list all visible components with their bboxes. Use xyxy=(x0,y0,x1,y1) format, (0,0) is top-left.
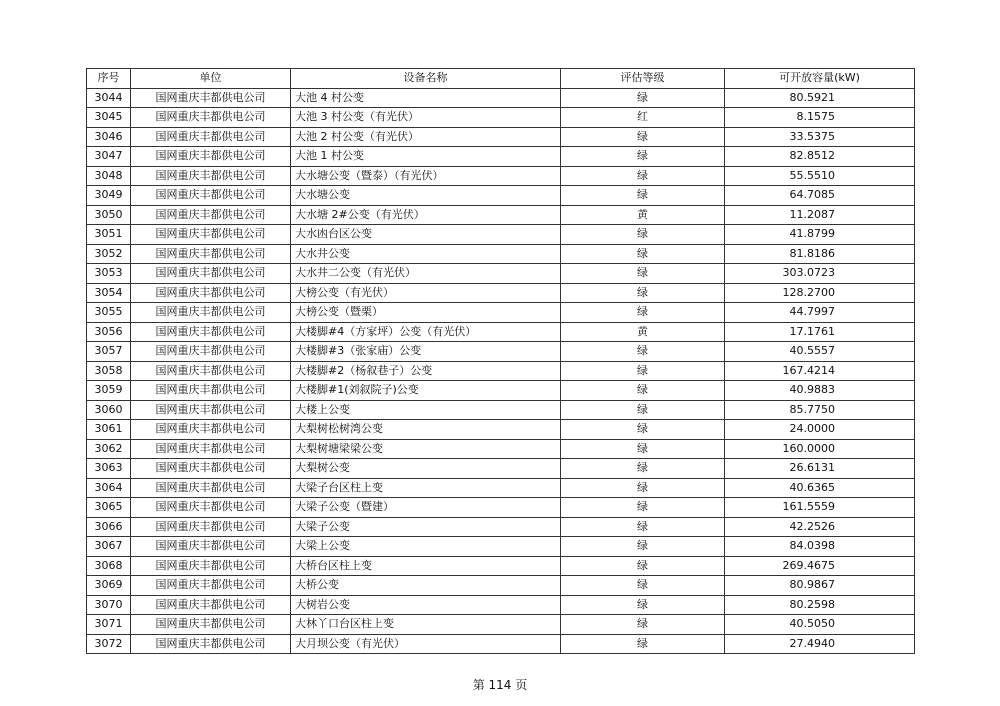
cell-device-name: 大楼脚#1(刘叙院子)公变 xyxy=(291,381,561,401)
cell-device-name: 大楼脚#3（张家庙）公变 xyxy=(291,342,561,362)
cell-rating: 绿 xyxy=(561,127,725,147)
table-row xyxy=(87,576,915,596)
cell-rating: 绿 xyxy=(561,478,725,498)
table-row xyxy=(87,166,915,186)
cell-capacity: 84.0398 xyxy=(725,537,915,557)
cell-device-name: 大榜公变（暨栗） xyxy=(291,303,561,323)
cell-capacity: 160.0000 xyxy=(725,439,915,459)
cell-device-name: 大楼脚#4（方家坪）公变（有光伏） xyxy=(291,322,561,342)
table-row xyxy=(87,361,915,381)
cell-index: 3067 xyxy=(87,537,131,557)
cell-index: 3046 xyxy=(87,127,131,147)
table-row xyxy=(87,478,915,498)
cell-device-name: 大梨树松树湾公变 xyxy=(291,420,561,440)
table-row xyxy=(87,108,915,128)
table-row xyxy=(87,439,915,459)
cell-rating: 绿 xyxy=(561,576,725,596)
cell-capacity: 27.4940 xyxy=(725,634,915,654)
cell-capacity: 82.8512 xyxy=(725,147,915,167)
cell-rating: 绿 xyxy=(561,400,725,420)
cell-capacity: 40.9883 xyxy=(725,381,915,401)
cell-rating: 绿 xyxy=(561,615,725,635)
cell-index: 3061 xyxy=(87,420,131,440)
table-row xyxy=(87,303,915,323)
table-row xyxy=(87,244,915,264)
cell-unit: 国网重庆丰都供电公司 xyxy=(131,439,291,459)
cell-capacity: 26.6131 xyxy=(725,459,915,479)
cell-unit: 国网重庆丰都供电公司 xyxy=(131,186,291,206)
cell-device-name: 大梁子公变 xyxy=(291,517,561,537)
cell-device-name: 大水井二公变（有光伏） xyxy=(291,264,561,284)
table-row xyxy=(87,283,915,303)
cell-rating: 绿 xyxy=(561,225,725,245)
cell-unit: 国网重庆丰都供电公司 xyxy=(131,166,291,186)
cell-index: 3065 xyxy=(87,498,131,518)
cell-capacity: 161.5559 xyxy=(725,498,915,518)
cell-unit: 国网重庆丰都供电公司 xyxy=(131,108,291,128)
cell-index: 3057 xyxy=(87,342,131,362)
cell-device-name: 大水凼台区公变 xyxy=(291,225,561,245)
table-row xyxy=(87,225,915,245)
header-index: 序号 xyxy=(87,69,131,89)
cell-rating: 绿 xyxy=(561,264,725,284)
cell-capacity: 81.8186 xyxy=(725,244,915,264)
cell-rating: 绿 xyxy=(561,439,725,459)
page-number: 第 114 页 xyxy=(472,678,528,692)
cell-rating: 绿 xyxy=(561,420,725,440)
cell-capacity: 269.4675 xyxy=(725,556,915,576)
cell-unit: 国网重庆丰都供电公司 xyxy=(131,322,291,342)
cell-unit: 国网重庆丰都供电公司 xyxy=(131,498,291,518)
cell-unit: 国网重庆丰都供电公司 xyxy=(131,420,291,440)
cell-index: 3069 xyxy=(87,576,131,596)
cell-device-name: 大梁子台区柱上变 xyxy=(291,478,561,498)
cell-device-name: 大水塘公变（暨泰）（有光伏） xyxy=(291,166,561,186)
cell-rating: 绿 xyxy=(561,166,725,186)
header-rating: 评估等级 xyxy=(561,69,725,89)
cell-index: 3052 xyxy=(87,244,131,264)
header-unit: 单位 xyxy=(131,69,291,89)
cell-index: 3060 xyxy=(87,400,131,420)
cell-rating: 绿 xyxy=(561,186,725,206)
cell-unit: 国网重庆丰都供电公司 xyxy=(131,537,291,557)
cell-rating: 绿 xyxy=(561,342,725,362)
cell-capacity: 42.2526 xyxy=(725,517,915,537)
cell-device-name: 大楼脚#2（杨叙巷子）公变 xyxy=(291,361,561,381)
cell-capacity: 80.5921 xyxy=(725,88,915,108)
cell-capacity: 40.5050 xyxy=(725,615,915,635)
table-row xyxy=(87,205,915,225)
cell-unit: 国网重庆丰都供电公司 xyxy=(131,127,291,147)
cell-rating: 绿 xyxy=(561,88,725,108)
cell-unit: 国网重庆丰都供电公司 xyxy=(131,147,291,167)
table-row xyxy=(87,459,915,479)
cell-device-name: 大池 3 村公变（有光伏） xyxy=(291,108,561,128)
cell-capacity: 11.2087 xyxy=(725,205,915,225)
cell-device-name: 大水塘公变 xyxy=(291,186,561,206)
cell-unit: 国网重庆丰都供电公司 xyxy=(131,303,291,323)
cell-index: 3048 xyxy=(87,166,131,186)
cell-capacity: 8.1575 xyxy=(725,108,915,128)
cell-index: 3063 xyxy=(87,459,131,479)
cell-index: 3070 xyxy=(87,595,131,615)
cell-capacity: 167.4214 xyxy=(725,361,915,381)
table-row xyxy=(87,420,915,440)
cell-rating: 绿 xyxy=(561,556,725,576)
cell-unit: 国网重庆丰都供电公司 xyxy=(131,400,291,420)
cell-capacity: 24.0000 xyxy=(725,420,915,440)
cell-unit: 国网重庆丰都供电公司 xyxy=(131,576,291,596)
cell-capacity: 41.8799 xyxy=(725,225,915,245)
cell-unit: 国网重庆丰都供电公司 xyxy=(131,264,291,284)
cell-index: 3047 xyxy=(87,147,131,167)
cell-rating: 绿 xyxy=(561,303,725,323)
cell-device-name: 大桥台区柱上变 xyxy=(291,556,561,576)
cell-index: 3053 xyxy=(87,264,131,284)
cell-capacity: 128.2700 xyxy=(725,283,915,303)
cell-device-name: 大林丫口台区柱上变 xyxy=(291,615,561,635)
table-row xyxy=(87,147,915,167)
cell-unit: 国网重庆丰都供电公司 xyxy=(131,478,291,498)
cell-rating: 绿 xyxy=(561,537,725,557)
cell-rating: 黄 xyxy=(561,322,725,342)
cell-rating: 绿 xyxy=(561,517,725,537)
cell-device-name: 大梨树塘梁梁公变 xyxy=(291,439,561,459)
cell-unit: 国网重庆丰都供电公司 xyxy=(131,634,291,654)
table-row xyxy=(87,595,915,615)
cell-unit: 国网重庆丰都供电公司 xyxy=(131,517,291,537)
cell-device-name: 大梁上公变 xyxy=(291,537,561,557)
cell-capacity: 17.1761 xyxy=(725,322,915,342)
table-row xyxy=(87,537,915,557)
header-device-name: 设备名称 xyxy=(291,69,561,89)
cell-capacity: 40.6365 xyxy=(725,478,915,498)
cell-capacity: 303.0723 xyxy=(725,264,915,284)
cell-device-name: 大池 1 村公变 xyxy=(291,147,561,167)
cell-capacity: 64.7085 xyxy=(725,186,915,206)
table-row xyxy=(87,556,915,576)
cell-capacity: 44.7997 xyxy=(725,303,915,323)
cell-rating: 黄 xyxy=(561,205,725,225)
table-row xyxy=(87,88,915,108)
cell-rating: 绿 xyxy=(561,595,725,615)
cell-rating: 绿 xyxy=(561,498,725,518)
cell-rating: 绿 xyxy=(561,459,725,479)
cell-device-name: 大梨树公变 xyxy=(291,459,561,479)
cell-unit: 国网重庆丰都供电公司 xyxy=(131,595,291,615)
cell-index: 3071 xyxy=(87,615,131,635)
cell-device-name: 大树岩公变 xyxy=(291,595,561,615)
cell-device-name: 大月坝公变（有光伏） xyxy=(291,634,561,654)
cell-unit: 国网重庆丰都供电公司 xyxy=(131,88,291,108)
table-row xyxy=(87,498,915,518)
cell-device-name: 大桥公变 xyxy=(291,576,561,596)
table-row xyxy=(87,342,915,362)
cell-device-name: 大水井公变 xyxy=(291,244,561,264)
cell-capacity: 80.2598 xyxy=(725,595,915,615)
cell-rating: 绿 xyxy=(561,283,725,303)
cell-unit: 国网重庆丰都供电公司 xyxy=(131,342,291,362)
cell-unit: 国网重庆丰都供电公司 xyxy=(131,244,291,264)
cell-index: 3064 xyxy=(87,478,131,498)
cell-unit: 国网重庆丰都供电公司 xyxy=(131,283,291,303)
cell-capacity: 40.5557 xyxy=(725,342,915,362)
cell-unit: 国网重庆丰都供电公司 xyxy=(131,459,291,479)
cell-rating: 绿 xyxy=(561,381,725,401)
cell-device-name: 大梁子公变（暨建） xyxy=(291,498,561,518)
cell-rating: 红 xyxy=(561,108,725,128)
table-row xyxy=(87,322,915,342)
table-row xyxy=(87,381,915,401)
cell-unit: 国网重庆丰都供电公司 xyxy=(131,361,291,381)
table-row xyxy=(87,400,915,420)
cell-device-name: 大池 2 村公变（有光伏） xyxy=(291,127,561,147)
cell-device-name: 大水塘 2#公变（有光伏） xyxy=(291,205,561,225)
table-header-row xyxy=(87,69,915,89)
cell-device-name: 大楼上公变 xyxy=(291,400,561,420)
cell-unit: 国网重庆丰都供电公司 xyxy=(131,205,291,225)
cell-index: 3049 xyxy=(87,186,131,206)
table-row xyxy=(87,264,915,284)
cell-index: 3059 xyxy=(87,381,131,401)
table-row xyxy=(87,615,915,635)
cell-rating: 绿 xyxy=(561,147,725,167)
cell-capacity: 85.7750 xyxy=(725,400,915,420)
cell-index: 3051 xyxy=(87,225,131,245)
cell-rating: 绿 xyxy=(561,634,725,654)
cell-capacity: 55.5510 xyxy=(725,166,915,186)
cell-rating: 绿 xyxy=(561,361,725,381)
cell-unit: 国网重庆丰都供电公司 xyxy=(131,615,291,635)
table-row xyxy=(87,634,915,654)
cell-capacity: 80.9867 xyxy=(725,576,915,596)
cell-index: 3055 xyxy=(87,303,131,323)
cell-index: 3066 xyxy=(87,517,131,537)
cell-unit: 国网重庆丰都供电公司 xyxy=(131,556,291,576)
cell-device-name: 大池 4 村公变 xyxy=(291,88,561,108)
cell-index: 3058 xyxy=(87,361,131,381)
table-row xyxy=(87,127,915,147)
header-capacity: 可开放容量(kW) xyxy=(725,69,915,89)
cell-unit: 国网重庆丰都供电公司 xyxy=(131,381,291,401)
cell-index: 3054 xyxy=(87,283,131,303)
table-row xyxy=(87,517,915,537)
cell-index: 3062 xyxy=(87,439,131,459)
cell-device-name: 大榜公变（有光伏） xyxy=(291,283,561,303)
cell-index: 3050 xyxy=(87,205,131,225)
cell-index: 3068 xyxy=(87,556,131,576)
cell-capacity: 33.5375 xyxy=(725,127,915,147)
cell-unit: 国网重庆丰都供电公司 xyxy=(131,225,291,245)
cell-rating: 绿 xyxy=(561,244,725,264)
capacity-table xyxy=(86,68,915,654)
table-row xyxy=(87,186,915,206)
cell-index: 3072 xyxy=(87,634,131,654)
cell-index: 3056 xyxy=(87,322,131,342)
cell-index: 3045 xyxy=(87,108,131,128)
cell-index: 3044 xyxy=(87,88,131,108)
